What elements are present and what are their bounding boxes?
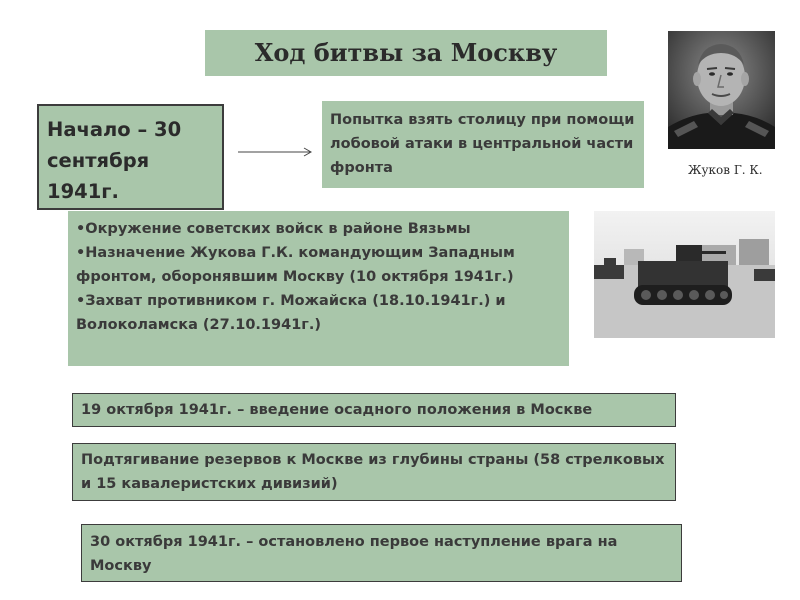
tanks-photo xyxy=(594,211,775,338)
events-box xyxy=(68,211,569,366)
event-item-zhukov: •Назначение Жукова Г.К. командующим Западным фронтом, оборонявшим Москву (10 октября 1941г.) xyxy=(76,245,515,285)
attempt-box: Попытка взять столицу при помощи лобовой атаки в центральной части фронта xyxy=(322,101,644,188)
start-line-1: Начало – 30 xyxy=(47,118,182,141)
zhukov-portrait xyxy=(668,31,775,149)
start-date-box xyxy=(37,104,224,210)
portrait-caption: Жуков Г. К. xyxy=(688,163,763,177)
offensive-stopped-box: 30 октября 1941г. – остановлено первое наступление врага на Москву xyxy=(81,524,682,582)
reserves-box: Подтягивание резервов к Москве из глубины страны (58 стрелковых и 15 кавалеристских дивизий) xyxy=(72,443,676,501)
start-line-2: сентября xyxy=(47,149,150,172)
start-line-3: 1941г. xyxy=(47,180,119,203)
arrow-right-icon xyxy=(238,146,318,158)
siege-box: 19 октября 1941г. – введение осадного положения в Москве xyxy=(72,393,676,427)
event-item-mozhaisk: •Захват противником г. Можайска (18.10.1941г.) и Волоколамска (27.10.1941г.) xyxy=(76,293,506,333)
event-item-vyazma: •Окружение советских войск в районе Вязьмы xyxy=(76,221,471,237)
slide-title: Ход битвы за Москву xyxy=(205,30,607,76)
